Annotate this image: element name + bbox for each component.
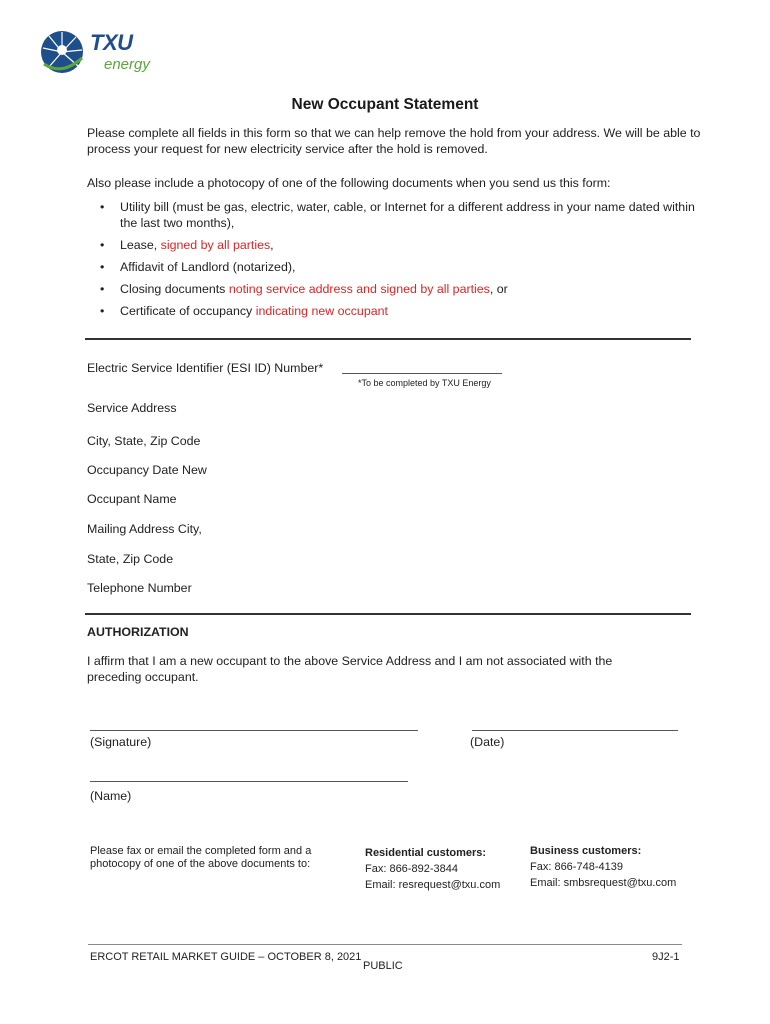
residential-email[interactable]: Email: resrequest@txu.com [365, 879, 501, 891]
list-item: • Lease, signed by all parties, [100, 238, 274, 252]
page-title: New Occupant Statement [291, 96, 479, 113]
residential-contact [365, 845, 500, 893]
esi-id-note: *To be completed by TXU Energy [358, 378, 491, 388]
signature-label: (Signature) [90, 735, 152, 749]
list-item: • Utility bill (must be gas, electric, water, cable, or Internet for a different address in your name dated within the last two months), [100, 200, 695, 230]
service-address-label: Service Address [87, 401, 177, 415]
txu-energy-logo [38, 28, 148, 80]
section-divider [85, 338, 691, 340]
date-label: (Date) [470, 735, 505, 749]
residential-heading: Residential customers: [365, 847, 487, 859]
mailing-address-label: Mailing Address City, [87, 522, 202, 536]
state-zip-label: State, Zip Code [87, 552, 174, 566]
occupancy-date-label: Occupancy Date New [87, 463, 207, 477]
contact-instructions: Please fax or email the completed form and a photocopy of one of the above documents to: [90, 845, 312, 870]
business-email[interactable]: Email: smbsrequest@txu.com [530, 877, 677, 889]
bullet-icon: • [100, 260, 105, 274]
residential-fax: Fax: 866-892-3844 [365, 863, 458, 875]
brand-name: TXU [90, 30, 133, 55]
business-fax: Fax: 866-748-4139 [530, 861, 623, 873]
list-item: • Affidavit of Landlord (notarized), [100, 260, 296, 274]
authorization-heading: AUTHORIZATION [87, 625, 189, 639]
intro-text: Please complete all fields in this form so that we can help remove the hold from your address. We will be able to process your request for new electricity service after the hold is removed. [87, 126, 701, 156]
document-list [100, 199, 700, 325]
business-contact [530, 843, 676, 891]
authorization-statement: I affirm that I am a new occupant to the above Service Address and I am not associated with the preceding occupant. [87, 654, 613, 684]
list-item: • Certificate of occupancy indicating new occupant [100, 304, 388, 318]
date-line[interactable] [472, 730, 678, 731]
footer-divider [88, 944, 682, 945]
list-item: • Closing documents noting service address and signed by all parties, or [100, 282, 508, 296]
bullet-icon: • [100, 304, 105, 318]
bullet-icon: • [100, 238, 105, 252]
brand-sub: energy [104, 56, 150, 73]
section-divider [85, 613, 691, 615]
telephone-label: Telephone Number [87, 581, 192, 595]
signature-line[interactable] [90, 730, 418, 731]
footer-guide: ERCOT RETAIL MARKET GUIDE – OCTOBER 8, 2021 [90, 951, 362, 963]
footer-page-number: 9J2-1 [652, 951, 680, 963]
name-label: (Name) [90, 789, 132, 803]
esi-id-input-line[interactable] [342, 373, 502, 374]
footer-classification: PUBLIC [363, 960, 403, 972]
bullet-icon: • [100, 282, 105, 296]
bullet-icon: • [100, 200, 105, 214]
city-state-zip-label: City, State, Zip Code [87, 434, 201, 448]
occupant-name-label: Occupant Name [87, 492, 177, 506]
name-line[interactable] [90, 781, 408, 782]
esi-id-label: Electric Service Identifier (ESI ID) Number* [87, 361, 324, 375]
business-heading: Business customers: [530, 845, 642, 857]
include-text: Also please include a photocopy of one of the following documents when you send us this form: [87, 176, 611, 190]
